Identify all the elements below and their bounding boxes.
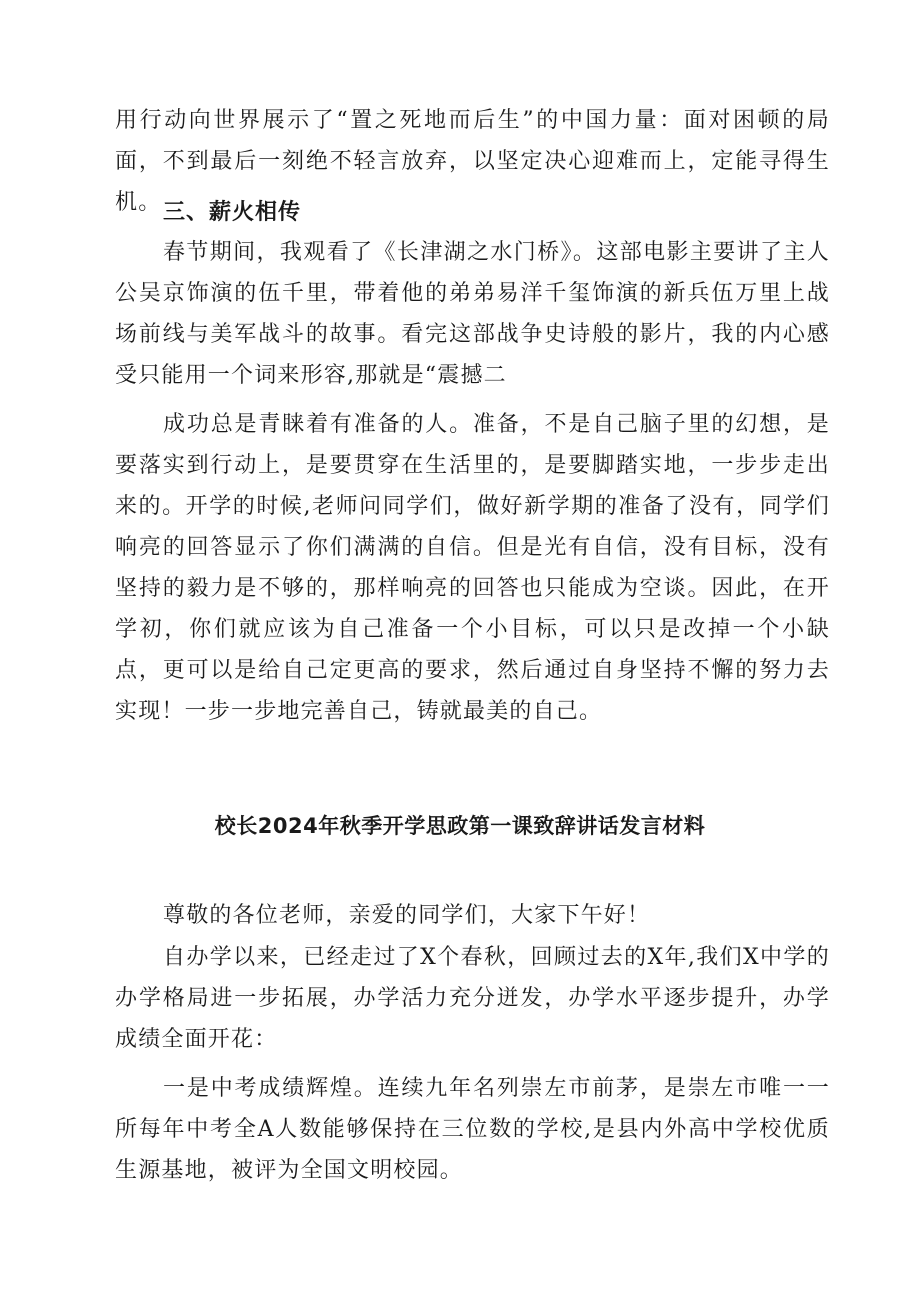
paragraph-history: 自办学以来，已经走过了X个春秋，回顾过去的X年,我们X中学的办学格局进一步拓展，办学活力充分迸发，办学水平逐步提升，办学成绩全面开花： xyxy=(115,945,830,1052)
paragraph-exam: 一是中考成绩辉煌。连续九年名列崇左市前茅，是崇左市唯一一所每年中考全A人数能够保持在三位数的学校,是县内外高中学校优质生源基地，被评为全国文明校园。 xyxy=(115,1076,830,1183)
paragraph-movie: 春节期间，我观看了《长津湖之水门桥》。这部电影主要讲了主人公吴京饰演的伍千里，带着他的弟弟易洋千玺饰演的新兵伍万里上战场前线与美军战斗的故事。看完这部战争史诗般的影片，我的内心感受只能用一个词来形容,那就是“震撼二 xyxy=(115,240,830,388)
document-title: 校长2024年秋季开学思政第一课致辞讲话发言材料 xyxy=(214,814,706,838)
paragraph-continuation: 用行动向世界展示了“置之死地而后生”的中国力量：面对困顿的局面，不到最后一刻绝不轻言放弃，以坚定决心迎难而上，定能寻得生机。 xyxy=(115,108,830,215)
paragraph-success: 成功总是青睐着有准备的人。准备，不是自己脑子里的幻想，是要落实到行动上，是要贯穿在生活里的，是要脚踏实地，一步步走出来的。开学的时候,老师问同学们，做好新学期的准备了没有，同学们响亮的回答显示了你们满满的自信。但是光有自信，没有目标，没有坚持的毅力是不够的，那样响亮的回答也只能成为空谈。因此，在开学初，你们就应该为自己准备一个小目标，可以只是改掉一个小缺点，更可以是给自己定更高的要求，然后通过自身坚持不懈的努力去实现！一步一步地完善自己，铸就最美的自己。 xyxy=(115,412,830,724)
section-heading: 三、薪火相传 xyxy=(163,200,302,225)
greeting: 尊敬的各位老师，亲爱的同学们，大家下午好！ xyxy=(163,903,651,928)
